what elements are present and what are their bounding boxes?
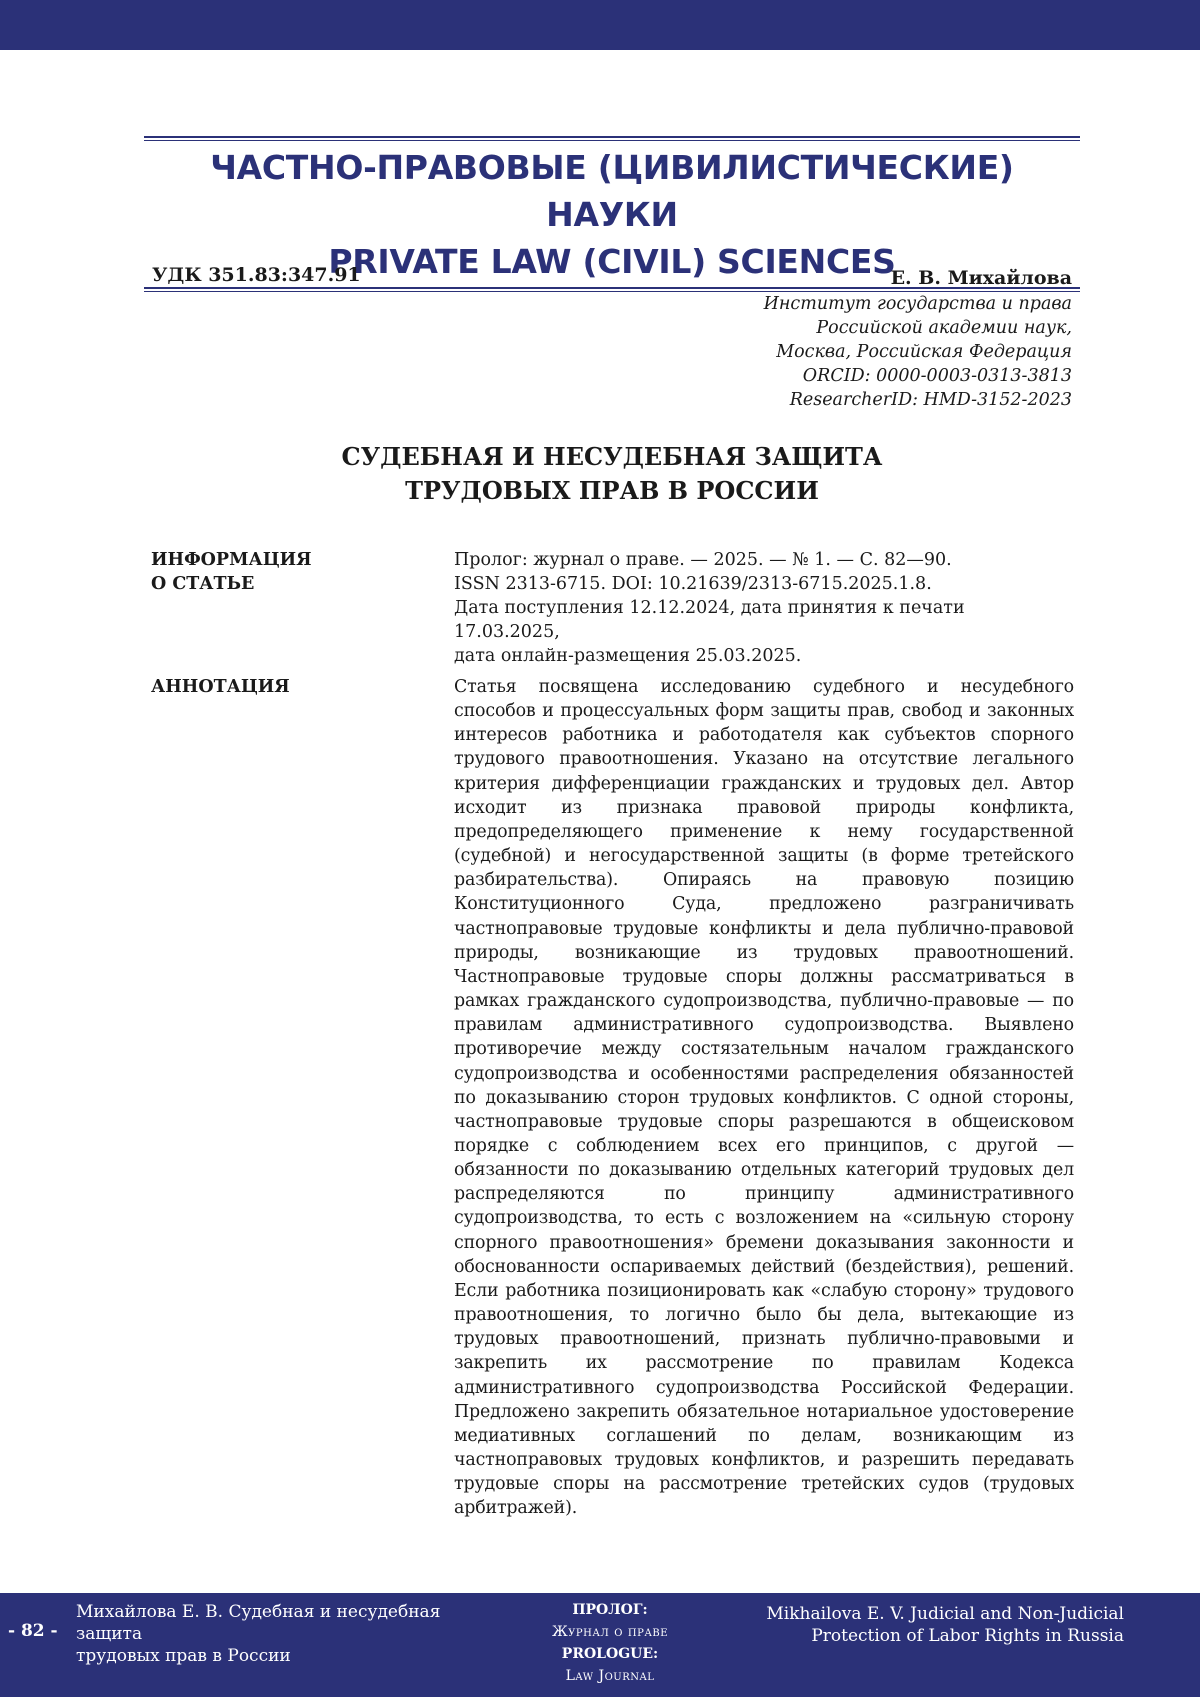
footer-citation-line: Михайлова Е. В. Судебная и несудебная защита	[76, 1602, 441, 1644]
annotation-text: Статья посвящена исследованию судебного и несудебного способов и процессуальных форм защиты прав, свобод и законных интересов работника и работодателя как субъектов спорного трудового правоотношения. Указано на отсутствие легального критерия дифференциации гражданских и трудовых дел. Автор исходит из признака правовой природы конфликта, предопределяющего применение к нему государственной (судебной) и негосударственной защиты (в форме третейского разбирательства). Опираясь на правовую позицию Конституционного Суда, предложено разграничивать частноправовые трудовые конфликты и дела публично-правовой природы, возникающие из трудовых правоотношений. Частноправовые трудовые споры должны рассматриваться в рамках гражданского судопроизводства, публично-правовые — по правилам административного судопроизводства. Выявлено противоречие между состязательным началом гражданского судопроизводства и особенностями распределения обязанностей по доказыванию сторон трудовых конфликтов. С одной стороны, частноправовые трудовые споры разрешаются в общеисковом порядке с соблюдением всех его принципов, с другой — обязанности по доказыванию отдельных категорий трудовых дел распределяются по принципу административного судопроизводства, то есть с возложением на «сильную сторону спорного правоотношения» бремени доказывания законности и обоснованности оспариваемых действий (бездействия), решений. Если работника позиционировать как «слабую сторону» трудового правоотношения, то логично было бы дела, вытекающие из трудовых правоотношений, признать публично-правовыми и закрепить их рассмотрение по правилам Кодекса административного судопроизводства Российской Федерации. Предложено закрепить обязательное нотариальное удостоверение медиативных соглашений по делам, возникающим из частноправовых трудовых конфликтов, и разрешить передавать трудовые споры на рассмотрение третейских судов (трудовых арбитражей).	[454, 677, 1074, 1519]
journal-sub-ru: Журнал о праве	[551, 1624, 669, 1640]
section-title-en: PRIVATE LAW (CIVIL) SCIENCES	[328, 242, 896, 281]
info-label	[151, 548, 411, 596]
journal-sub-en: Law Journal	[565, 1668, 655, 1684]
affiliation-line: Москва, Российская Федерация	[776, 342, 1072, 362]
article-info	[454, 548, 1074, 668]
footer-citation-line: трудовых прав в России	[76, 1646, 291, 1666]
article-title	[0, 440, 1200, 508]
section-title-ru: ЧАСТНО-ПРАВОВЫЕ (ЦИВИЛИСТИЧЕСКИЕ) НАУКИ	[210, 148, 1014, 234]
info-line: Пролог: журнал о праве. — 2025. — № 1. — С. 82—90.	[454, 550, 952, 570]
annotation-label: АННОТАЦИЯ	[151, 677, 290, 697]
footer-journal	[490, 1599, 730, 1687]
footer	[0, 1593, 1200, 1697]
footer-citation-line: Mikhailova E. V. Judicial and Non-Judicial	[766, 1604, 1124, 1624]
header-rule-top	[144, 136, 1080, 138]
researcher-id: ResearcherID: HMD-3152-2023	[789, 390, 1072, 410]
article-title-line: ТРУДОВЫХ ПРАВ В РОССИИ	[405, 476, 819, 505]
info-label-line: ИНФОРМАЦИЯ	[151, 550, 312, 570]
article-title-line: СУДЕБНАЯ И НЕСУДЕБНАЯ ЗАЩИТА	[341, 442, 883, 471]
orcid: ORCID: 0000-0003-0313-3813	[802, 366, 1072, 386]
affiliation-line: Институт государства и права	[763, 294, 1072, 314]
footer-citation-en	[744, 1603, 1124, 1647]
affiliation-line: Российской академии наук,	[816, 318, 1072, 338]
info-line: ISSN 2313-6715. DOI: 10.21639/2313-6715.2025.1.8.	[454, 574, 932, 594]
page-number: - 82 -	[8, 1621, 58, 1641]
author-name: Е. В. Михайлова	[890, 267, 1072, 289]
info-label-line: О СТАТЬЕ	[151, 574, 255, 594]
udk-code: УДК 351.83:347.91	[152, 264, 361, 286]
journal-name-ru: ПРОЛОГ:	[572, 1602, 648, 1618]
author-block	[552, 264, 1072, 412]
top-bar	[0, 0, 1200, 50]
info-line: дата онлайн-размещения 25.03.2025.	[454, 646, 802, 666]
info-line: Дата поступления 12.12.2024, дата принятия к печати 17.03.2025,	[454, 598, 965, 642]
footer-citation-ru	[76, 1601, 476, 1667]
journal-name-en: PROLOGUE:	[561, 1646, 659, 1662]
footer-citation-line: Protection of Labor Rights in Russia	[811, 1626, 1124, 1646]
